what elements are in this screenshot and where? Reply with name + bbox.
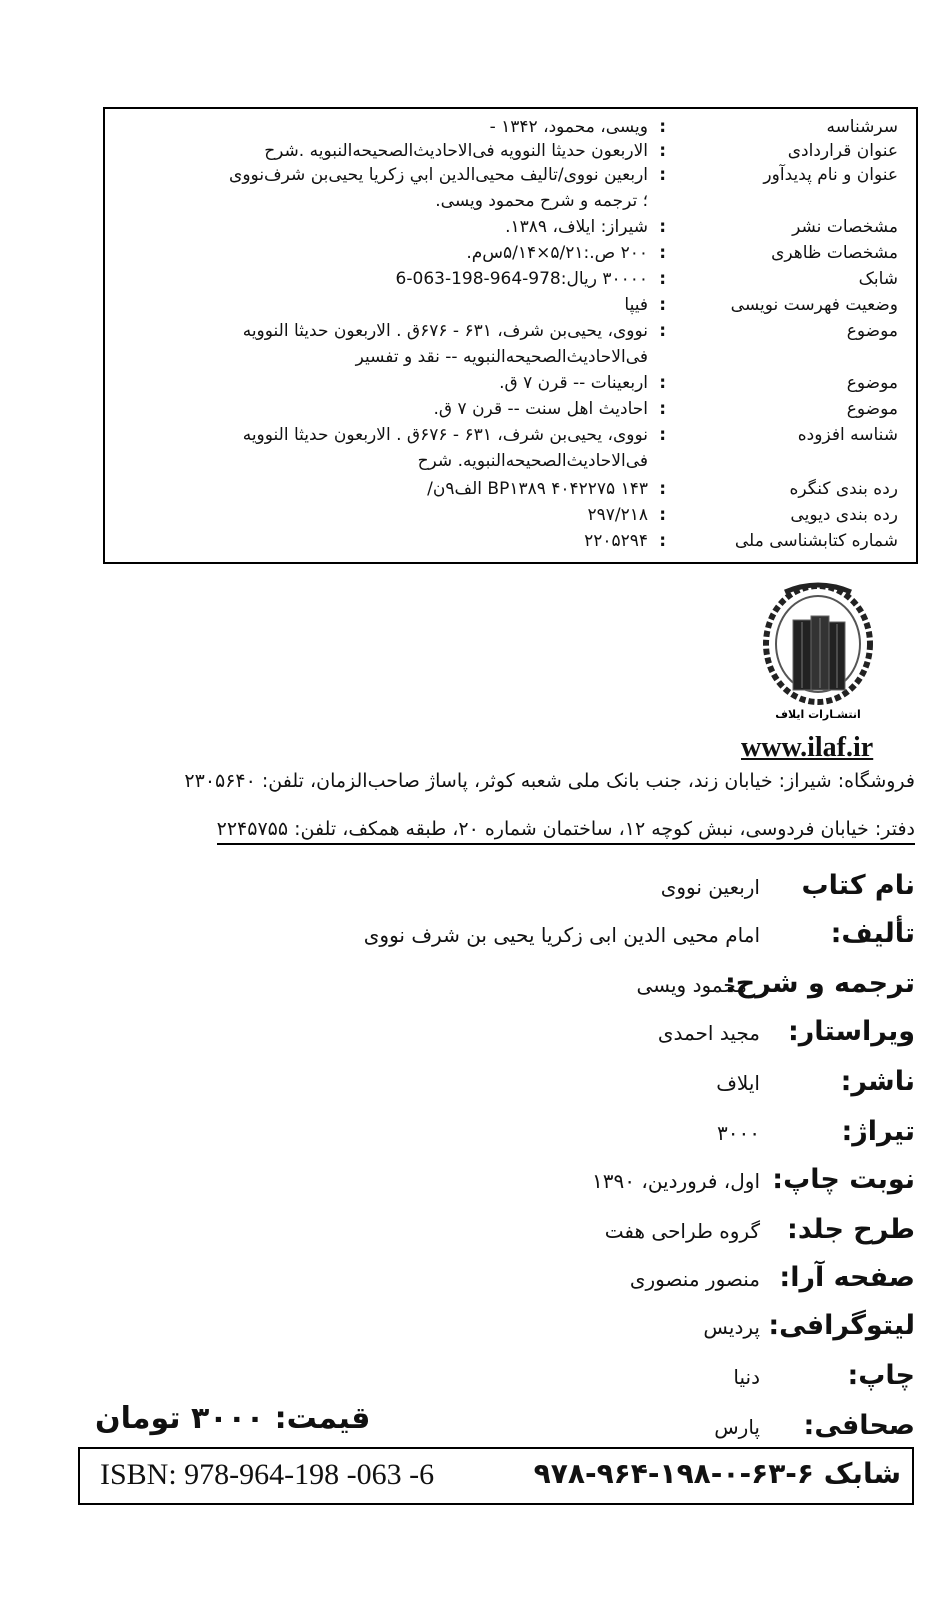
credit-value: ایلاف — [716, 1071, 760, 1095]
cip-row-colon: : — [659, 295, 666, 315]
cip-row-label: رده بندی دیویی — [790, 505, 898, 525]
credit-key: تیراژ: — [841, 1116, 915, 1147]
cip-row — [101, 115, 916, 139]
credit-value: امام محیی الدین ابی زکریا یحیی بن شرف نووی — [363, 923, 760, 947]
cip-row-colon: : — [659, 425, 666, 445]
credit-row — [15, 968, 915, 1012]
credit-key: لیتوگرافی: — [768, 1310, 915, 1341]
credit-row — [15, 1164, 915, 1208]
cip-row-value: فی‌الاحادیث‌الصحیحه‌النبویه -- نقد و تفسیر — [355, 347, 648, 367]
cip-row-value: احادیث اهل سنت -- قرن ۷ ق. — [433, 399, 648, 419]
isbn-latin: ISBN: 978-964-198 -063 -6 — [100, 1458, 435, 1491]
cip-row-value: ۲۹۷/۲۱۸ — [587, 505, 648, 525]
price-label: قیمت: ۳۰۰۰ تومان — [95, 1401, 371, 1436]
credit-value: گروه طراحی هفت — [604, 1219, 760, 1243]
cip-row — [101, 345, 916, 369]
cip-row — [101, 139, 916, 163]
cip-row — [101, 241, 916, 265]
cip-row-label: شابک — [858, 269, 898, 289]
cip-row-value: ویسی، محمود، ۱۳۴۲ - — [489, 117, 648, 137]
cip-row-label: موضوع — [846, 399, 898, 419]
cip-row — [101, 423, 916, 447]
credit-key: نوبت چاپ: — [772, 1164, 915, 1195]
credit-key: نام کتاب — [801, 870, 915, 901]
publisher-logo-icon — [755, 582, 881, 722]
cip-row-colon: : — [659, 165, 666, 185]
cip-row-value: نووی، یحیی‌بن شرف، ۶۳۱ - ۶۷۶ق . الاربعون حدیثا النوویه — [242, 321, 648, 341]
cip-row-value: اربعین نووی/تالیف محیی‌الدین ابي زکریا یحیی‌بن شرف‌نووی — [229, 165, 648, 185]
cip-row-label: رده بندی کنگره — [789, 479, 898, 499]
cip-row — [101, 477, 916, 501]
cip-row-colon: : — [659, 321, 666, 341]
cip-row-value: ۳۰۰۰۰ ریال:978-964-198-063-6 — [395, 269, 648, 289]
cip-row-label: عنوان قراردادی — [787, 141, 898, 161]
logo-caption: انتشـارات ایلاف — [775, 708, 861, 721]
cip-row-value: شیراز: ایلاف، ۱۳۸۹. — [505, 217, 648, 237]
cip-row-value: ؛ ترجمه و شرح محمود ویسی. — [435, 191, 648, 211]
isbn-persian: شابک ۶-۶۳-۰-۱۹۸-۹۶۴-۹۷۸ — [533, 1457, 901, 1490]
credit-value: پردیس — [703, 1315, 760, 1339]
cip-row-colon: : — [659, 531, 666, 551]
cip-row — [101, 163, 916, 187]
cip-row-label: وضعیت فهرست نویسی — [730, 295, 898, 315]
credit-row — [15, 1310, 915, 1354]
cip-row-value: ۱۴۳ BP۱۳۸۹ ۴۰۴۲۲۷۵ الف۹ن/ — [427, 479, 648, 499]
credit-value: پارس — [714, 1415, 760, 1439]
cip-row-label: سرشناسه — [826, 117, 898, 137]
cip-row-colon: : — [659, 141, 666, 161]
credit-row — [15, 1116, 915, 1160]
credit-row — [15, 1016, 915, 1060]
cip-row — [101, 371, 916, 395]
store-address: فروشگاه: شیراز: خیابان زند، جنب بانک ملی شعبه کوثر، پاساژ صاحب‌الزمان، تلفن: ۲۳۰۵۶۴۰ — [184, 770, 915, 792]
cip-row-value: ۲۲۰۵۲۹۴ — [584, 531, 648, 551]
credit-key: ترجمه و شرح: — [724, 968, 915, 999]
office-address: دفتر: خیابان فردوسی، نبش کوچه ۱۲، ساختمان شماره ۲۰، طبقه همکف، تلفن: ۲۲۴۵۷۵۵ — [217, 818, 915, 845]
credit-value: مجید احمدی — [657, 1021, 760, 1045]
cip-row-value: الاربعون حدیثا النوویه فی‌الاحادیث‌الصحیحه‌النبویه .شرح — [264, 141, 648, 161]
cip-row-value: فی‌الاحادیث‌الصحیحه‌النبویه. شرح — [417, 451, 648, 471]
credit-row — [15, 870, 915, 914]
cip-row-label: مشخصات نشر — [792, 217, 898, 237]
cip-row — [101, 267, 916, 291]
credit-key: چاپ: — [847, 1360, 915, 1391]
cip-row-colon: : — [659, 479, 666, 499]
cip-row-label: شناسه افزوده — [797, 425, 898, 445]
cip-row-value: فیپا — [624, 295, 648, 315]
cip-row-colon: : — [659, 117, 666, 137]
credit-value: اول، فروردین، ۱۳۹۰ — [592, 1169, 760, 1193]
credit-row — [15, 918, 915, 962]
cip-row-value: ۲۰۰ ص.:۵/۲۱×۵/۱۴س‌م. — [466, 243, 648, 263]
cip-row — [101, 293, 916, 317]
cip-row — [101, 449, 916, 473]
cip-row-value: اربعینات -- قرن ۷ ق. — [499, 373, 648, 393]
cip-row — [101, 529, 916, 553]
credit-key: صفحه آرا: — [779, 1262, 915, 1293]
credit-value: منصور منصوری — [629, 1267, 760, 1291]
credit-key: ویراستار: — [787, 1016, 915, 1047]
cip-row — [101, 397, 916, 421]
cip-row-label: موضوع — [846, 373, 898, 393]
cip-row-label: عنوان و نام پدیدآور — [763, 165, 898, 185]
credit-row — [15, 1360, 915, 1404]
credit-key: ناشر: — [840, 1066, 915, 1097]
credit-value: محمود ویسی — [636, 973, 747, 997]
cataloguing-box — [103, 107, 918, 564]
credit-key: تألیف: — [830, 918, 915, 949]
credit-row — [15, 1214, 915, 1258]
credit-value: ۳۰۰۰ — [717, 1121, 760, 1145]
cip-row-colon: : — [659, 243, 666, 263]
credit-key: صحافی: — [803, 1410, 915, 1441]
cip-row-colon: : — [659, 505, 666, 525]
credit-row — [15, 1066, 915, 1110]
credit-key: طرح جلد: — [787, 1214, 915, 1245]
cip-row-label: موضوع — [846, 321, 898, 341]
cip-row — [101, 319, 916, 343]
cip-row-colon: : — [659, 217, 666, 237]
cip-row-value: نووی، یحیی‌بن شرف، ۶۳۱ - ۶۷۶ق . الاربعون حدیثا النوویه — [242, 425, 648, 445]
cip-row-colon: : — [659, 269, 666, 289]
cip-row — [101, 189, 916, 213]
credit-value: اربعین نووی — [660, 875, 760, 899]
publisher-website-link[interactable]: www.ilaf.ir — [741, 732, 874, 763]
cip-row-colon: : — [659, 399, 666, 419]
cip-row-colon: : — [659, 373, 666, 393]
cip-row — [101, 215, 916, 239]
cip-row-label: شماره کتابشناسی ملی — [734, 531, 898, 551]
cip-row-label: مشخصات ظاهری — [771, 243, 898, 263]
credit-value: دنیا — [733, 1365, 760, 1389]
credit-row — [15, 1262, 915, 1306]
cip-row — [101, 503, 916, 527]
